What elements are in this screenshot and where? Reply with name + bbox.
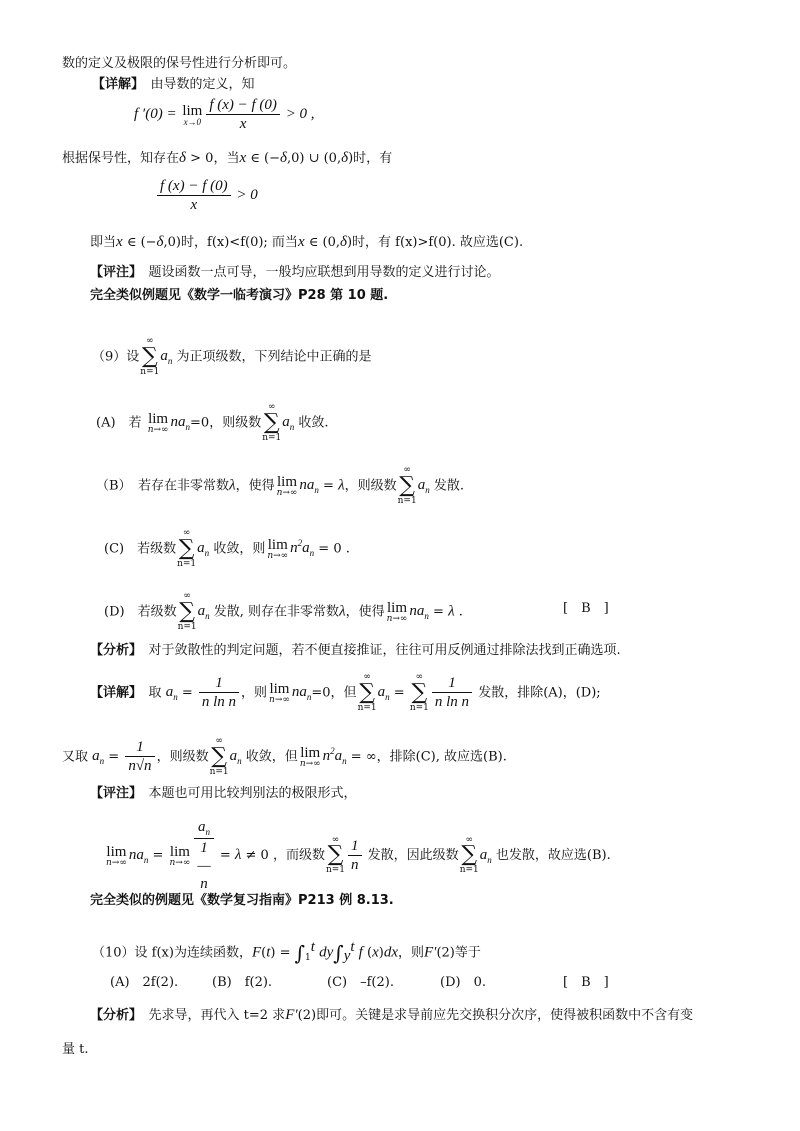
text-line: 数的定义及极限的保号性进行分析即可。 [62, 56, 297, 71]
option-d: (D) 若级数 ∞ ∑ n=1 $a_n$ 发散, 则存在非零常数λ，使得 lim n→∞ $na_n = \lambda$ . [104, 591, 463, 632]
text-line: 根据保号性，知存在δ > 0，当x ∈ (−δ,0) ∪ (0,δ)时，有 [62, 150, 393, 166]
formula-derivative: f ′(0) = lim x→0 $\frac{f (x) - f (0)}{x}$ > 0 , [134, 97, 315, 132]
option-10-c: (C) –f(2). [327, 975, 394, 990]
option-10-b: (B) f(2). [212, 975, 273, 990]
section-tag: 【评注】 [90, 265, 136, 280]
reference-line: 完全类似的例题见《数学复习指南》P213 例 8.13. [90, 893, 394, 908]
section-tag: 【分析】 [90, 1008, 136, 1023]
reference-line: 完全类似例题见《数学一临考演习》P28 第 10 题. [90, 288, 389, 303]
answer-9: [ B ] [563, 601, 609, 616]
comment-line: 【评注】 本题也可用比较判别法的极限形式， [90, 786, 357, 801]
section-tag: 【详解】 [90, 685, 136, 701]
formula-inequality: $\frac{f (x) - f (0)}{x}$ > 0 [155, 177, 258, 214]
text-line: 即当x ∈ (−δ,0)时，f(x)<f(0); 而当x ∈ (0,δ)时，有 f(x)>f(0). 故应选(C). [90, 234, 524, 250]
answer-10: [ B ] [563, 975, 609, 990]
comment-line: 【评注】 题设函数一点可导，一般均应联想到用导数的定义进行讨论。 [90, 265, 500, 280]
option-a: (A) 若 lim n→∞ $na_n=0$，则级数 ∞ ∑ n=1 $a_n$ 收敛. [96, 402, 329, 443]
option-b: （B） 若存在非零常数λ，使得 lim n→∞ $na_n = \lambda$，则级数 ∞ ∑ n=1 $a_n$ 发散. [96, 465, 464, 506]
text: 由导数的定义，知 [150, 77, 255, 92]
question-9: （9）设 ∞ ∑ n=1 $a_n$ 为正项级数，下列结论中正确的是 [92, 336, 372, 377]
text-line: 量 t. [62, 1042, 89, 1057]
option-10-d: (D) 0. [440, 975, 486, 990]
text-line: 又取 $a_n$ = $\frac{1}{n√n}$ ，则级数 ∞ ∑ n=1 $a_n$ 收敛，但 lim n→∞ $n^2a_n$ = ∞，排除(C), 故应选(B). [62, 736, 507, 777]
detail-line: 【详解】 取 $a_n$ = $\frac{1}{\text{n ln n}}$ ，则 lim n→∞ $na_n=0$，但 ∞ ∑ n=1 $a_n$ = ∞ ∑ n=1 $\frac{1}{\text{n ln n}}$ 发散，排除(A)，(D); [90, 672, 601, 713]
section-tag: 【分析】 [90, 643, 136, 658]
option-c: (C) 若级数 ∞ ∑ n=1 $a_n$ 收敛，则 lim n→∞ $n^2a_n = 0$ . [104, 528, 350, 569]
detail-line [92, 77, 255, 93]
option-10-a: (A) 2f(2). [110, 975, 179, 990]
analysis-line: 【分析】 对于敛散性的判定问题，若不便直接推证，往往可用反例通过排除法找到正确选项. [90, 643, 621, 658]
section-tag: 【评注】 [90, 786, 136, 801]
question-10: （10）设 f(x)为连续函数，$F(t) = \int_1^t$ $dy\int_y^t$ f (x)dx，则F′(2)等于 [92, 939, 481, 965]
section-tag: 【详解】 [92, 77, 138, 92]
analysis-line: 【分析】 先求导，再代入 t=2 求F′(2)即可。关键是求导前应先交换积分次序，使得被积函数中不含有变 [90, 1007, 694, 1023]
limit-form-line: lim n→∞ $na_n$ = lim n→∞ $a_n$ 1 — n = λ ≠ 0 ，而级数 ∞ ∑ n=1 $\frac{1}{n}$ 发散，因此级数 ∞ ∑ n=1 $a_n$ 也发散，故应选(B). [106, 819, 611, 892]
